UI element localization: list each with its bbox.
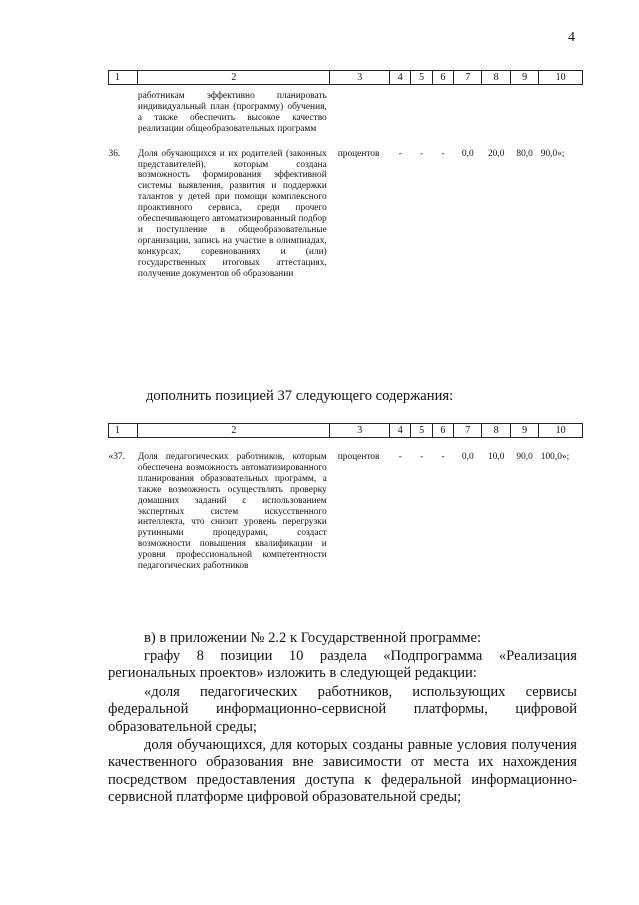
col-header-5: 5 bbox=[411, 424, 432, 438]
cell-col4: - bbox=[398, 452, 402, 462]
cell-col8: 20,0 bbox=[487, 148, 505, 159]
cell-col10: 90,0»; bbox=[540, 148, 565, 159]
cell-col6: - bbox=[441, 148, 445, 159]
table-row-36 bbox=[109, 149, 583, 280]
cell-col4: - bbox=[398, 148, 402, 159]
col-header-7: 7 bbox=[454, 424, 482, 438]
table-row-37 bbox=[109, 452, 583, 572]
col-header-9: 9 bbox=[510, 71, 538, 85]
continuation-text: работникам эффективно планировать индивидуальный план (программу) обучения, а также обеспечить высокое качество реализации общеобразовательных программ bbox=[137, 91, 327, 134]
col-header-8: 8 bbox=[482, 71, 510, 85]
row-number: 36. bbox=[108, 148, 121, 159]
row-description: Доля педагогических работников, которым обеспечена возможность автоматизированного планирования образовательных программ, а также возможность осуществлять проверку домашних заданий с использованием экспертных систем искусственного интеллекта, что снизит уровень перегрузки рутинными процедурами, создаст возможности повышения квалификации и уровня профессиональной компетентности педагогических работников bbox=[137, 452, 327, 572]
col-header-10: 10 bbox=[539, 424, 583, 438]
cell-col5: - bbox=[420, 452, 424, 462]
cell-col6: - bbox=[441, 452, 445, 462]
col-header-7: 7 bbox=[454, 71, 482, 85]
paragraph-share-teachers: «доля педагогических работников, использующих сервисы федеральной информационно-сервисной платформы, цифровой образовательной среды; bbox=[108, 684, 577, 735]
col-header-6: 6 bbox=[432, 424, 453, 438]
table-header-row bbox=[109, 424, 583, 438]
row-number: «37. bbox=[108, 452, 125, 462]
paragraph-column-8: графу 8 позиции 10 раздела «Подпрограмма «Реализация региональных проектов» изложить в следующей редакции: bbox=[108, 648, 577, 682]
table-header-row bbox=[109, 71, 583, 85]
col-header-6: 6 bbox=[432, 71, 453, 85]
col-header-10: 10 bbox=[539, 71, 583, 85]
cell-col5: - bbox=[420, 148, 424, 159]
paragraph-appendix-2-2: в) в приложении № 2.2 к Государственной программе: bbox=[144, 630, 482, 646]
col-header-8: 8 bbox=[482, 424, 510, 438]
col-header-4: 4 bbox=[390, 424, 411, 438]
col-header-1: 1 bbox=[109, 424, 138, 438]
cell-col7: 0,0 bbox=[461, 148, 474, 159]
indicators-table-1 bbox=[108, 70, 583, 280]
col-header-2: 2 bbox=[138, 71, 330, 85]
col-header-2: 2 bbox=[138, 424, 330, 438]
cell-col7: 0,0 bbox=[461, 452, 474, 462]
col-header-3: 3 bbox=[330, 424, 390, 438]
table-row-continuation bbox=[109, 91, 583, 135]
col-header-9: 9 bbox=[510, 424, 538, 438]
cell-col9: 80,0 bbox=[516, 148, 533, 159]
add-position-paragraph: дополнить позицией 37 следующего содержания: bbox=[146, 388, 454, 404]
col-header-3: 3 bbox=[330, 71, 390, 85]
col-header-1: 1 bbox=[109, 71, 138, 85]
paragraph-share-students: доля обучающихся, для которых созданы равные условия получения качественного образования вне зависимости от места их нахождения посредством предоставления доступа к федеральной информационно-сервисной платформе цифровой образовательной среды; bbox=[108, 737, 577, 806]
indicators-table-2 bbox=[108, 423, 583, 572]
row-unit: процентов bbox=[337, 148, 380, 159]
col-header-4: 4 bbox=[390, 71, 411, 85]
cell-col8: 10,0 bbox=[487, 452, 505, 462]
row-unit: процентов bbox=[337, 452, 380, 462]
col-header-5: 5 bbox=[411, 71, 432, 85]
row-description: Доля обучающихся и их родителей (законных представителей), которым создана возможность формирования эффективной системы выявления, развития и поддержки талантов у детей при помощи комплексного проактивного сервиса, среди прочего обеспечивающего автоматизированный подбор и поступление в общеобразовательные организации, запись на участие в олимпиадах, конкурсах, соревнованиях и (или) государственных итоговых аттестациях, получение документов об образовании bbox=[137, 148, 327, 279]
page-number: 4 bbox=[568, 30, 575, 45]
cell-col10: 100,0»; bbox=[540, 452, 570, 462]
cell-col9: 90,0 bbox=[516, 452, 533, 462]
